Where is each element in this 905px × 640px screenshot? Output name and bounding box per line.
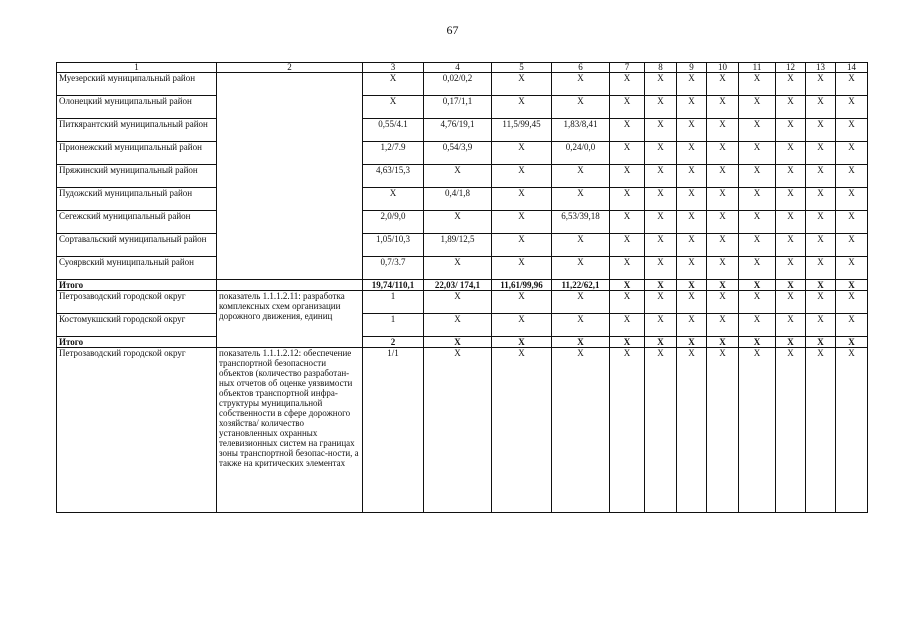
total-row — [57, 337, 868, 348]
cell-x: Х — [677, 257, 707, 280]
cell-col6: 0,24/0,0 — [552, 142, 610, 165]
cell-x: Х — [645, 165, 677, 188]
cell-x: Х — [776, 291, 806, 314]
table-row — [57, 257, 868, 280]
cell-col3: 4,63/15,3 — [363, 165, 424, 188]
table-row — [57, 119, 868, 142]
cell-col6: 1,83/8,41 — [552, 119, 610, 142]
cell-x: Х — [739, 188, 776, 211]
cell-x: Х — [739, 211, 776, 234]
municipality-name: Прионежский муниципальный район — [57, 142, 217, 165]
cell-c5: Х — [492, 348, 552, 513]
cell-col5: Х — [492, 211, 552, 234]
cell-x: Х — [677, 211, 707, 234]
cell-x: Х — [776, 314, 806, 337]
municipality-name: Костомукшский городской округ — [57, 314, 217, 337]
cell-x: Х — [836, 142, 868, 165]
cell-x: Х — [707, 211, 739, 234]
cell-x: X — [677, 280, 707, 291]
total-label: Итого — [57, 337, 217, 348]
cell-x: Х — [836, 234, 868, 257]
column-header: 7 — [610, 63, 645, 73]
cell-x: Х — [739, 96, 776, 119]
cell-x: Х — [677, 165, 707, 188]
municipality-name: Сегежский муниципальный район — [57, 211, 217, 234]
cell-col6: Х — [552, 234, 610, 257]
cell-col6: Х — [552, 314, 610, 337]
cell-x: Х — [645, 234, 677, 257]
total-row — [57, 280, 868, 291]
cell-col6: Х — [552, 291, 610, 314]
cell-x: Х — [836, 211, 868, 234]
cell-x: Х — [806, 96, 836, 119]
cell-x: Х — [610, 165, 645, 188]
cell-x: Х — [645, 119, 677, 142]
cell-x: Х — [836, 188, 868, 211]
cell-x: Х — [677, 96, 707, 119]
cell-x: Х — [806, 314, 836, 337]
cell-col3: 1,05/10,3 — [363, 234, 424, 257]
cell-x: Х — [739, 314, 776, 337]
cell-x: Х — [836, 96, 868, 119]
cell-x: Х — [806, 73, 836, 96]
cell-x: X — [645, 337, 677, 348]
cell-x: Х — [707, 142, 739, 165]
cell-x: Х — [610, 142, 645, 165]
cell-col5: Х — [492, 234, 552, 257]
municipality-name: Суоярвский муниципальный район — [57, 257, 217, 280]
cell-x: Х — [836, 314, 868, 337]
cell-x: X — [739, 280, 776, 291]
cell-x: Х — [806, 291, 836, 314]
cell-x: Х — [739, 348, 776, 513]
municipality-name: Муезерский муниципальный район — [57, 73, 217, 96]
cell-x: Х — [806, 348, 836, 513]
header-row — [57, 63, 868, 73]
cell-c6: Х — [552, 348, 610, 513]
cell-x: Х — [806, 188, 836, 211]
cell-x: X — [806, 337, 836, 348]
cell-col6: Х — [552, 165, 610, 188]
table-row — [57, 314, 868, 337]
cell-x: Х — [836, 257, 868, 280]
cell-col4: Х — [424, 257, 492, 280]
page-number: 67 — [446, 23, 459, 37]
column-header: 13 — [806, 63, 836, 73]
column-header: 5 — [492, 63, 552, 73]
municipality-name: Сортавальский муниципальный район — [57, 234, 217, 257]
table-row — [57, 291, 868, 314]
cell-x: Х — [610, 211, 645, 234]
total-c6: Х — [552, 337, 610, 348]
cell-x: Х — [645, 257, 677, 280]
cell-x: Х — [776, 257, 806, 280]
cell-x: Х — [739, 73, 776, 96]
cell-x: Х — [776, 211, 806, 234]
municipality-name: Питкярантский муниципальный район — [57, 119, 217, 142]
cell-x: Х — [707, 314, 739, 337]
cell-col4: 0,4/1,8 — [424, 188, 492, 211]
cell-c4: Х — [424, 348, 492, 513]
cell-x: Х — [645, 96, 677, 119]
cell-x: Х — [645, 142, 677, 165]
cell-x: Х — [776, 73, 806, 96]
cell-x: X — [806, 280, 836, 291]
cell-col3: 1 — [363, 314, 424, 337]
cell-col6: Х — [552, 96, 610, 119]
cell-x: X — [836, 280, 868, 291]
municipality-name: Петрозаводский городской округ — [57, 348, 217, 513]
cell-col4: Х — [424, 314, 492, 337]
cell-col5: Х — [492, 257, 552, 280]
cell-x: Х — [739, 142, 776, 165]
cell-x: Х — [677, 188, 707, 211]
cell-x: Х — [707, 119, 739, 142]
cell-col3: Х — [363, 96, 424, 119]
cell-x: Х — [776, 348, 806, 513]
cell-x: X — [707, 280, 739, 291]
cell-x: Х — [776, 119, 806, 142]
cell-x: Х — [806, 119, 836, 142]
cell-col4: Х — [424, 165, 492, 188]
cell-x: Х — [707, 96, 739, 119]
cell-x: Х — [776, 165, 806, 188]
cell-x: Х — [739, 119, 776, 142]
cell-x: Х — [645, 348, 677, 513]
cell-x: Х — [776, 142, 806, 165]
data-table — [56, 62, 868, 513]
cell-col6: 6,53/39,18 — [552, 211, 610, 234]
cell-x: Х — [610, 119, 645, 142]
table-row — [57, 142, 868, 165]
cell-col4: 1,89/12,5 — [424, 234, 492, 257]
cell-x: Х — [645, 314, 677, 337]
cell-x: Х — [806, 142, 836, 165]
cell-x: Х — [677, 119, 707, 142]
cell-x: Х — [677, 73, 707, 96]
column-header: 10 — [707, 63, 739, 73]
cell-x: X — [739, 337, 776, 348]
cell-x: Х — [610, 257, 645, 280]
column-header: 8 — [645, 63, 677, 73]
column-header: 1 — [57, 63, 217, 73]
total-c5: Х — [492, 337, 552, 348]
cell-x: Х — [776, 234, 806, 257]
table-row — [57, 165, 868, 188]
cell-col5: Х — [492, 96, 552, 119]
cell-col4: 0,02/0,2 — [424, 73, 492, 96]
cell-col6: Х — [552, 188, 610, 211]
cell-x: X — [677, 337, 707, 348]
cell-col6: Х — [552, 73, 610, 96]
cell-col3: 1 — [363, 291, 424, 314]
cell-x: Х — [806, 234, 836, 257]
cell-x: Х — [677, 234, 707, 257]
table-row — [57, 234, 868, 257]
empty-cell — [217, 280, 363, 291]
cell-x: Х — [806, 257, 836, 280]
column-header: 12 — [776, 63, 806, 73]
cell-x: Х — [707, 234, 739, 257]
cell-x: Х — [610, 188, 645, 211]
cell-x: Х — [836, 119, 868, 142]
cell-col3: 2,0/9,0 — [363, 211, 424, 234]
cell-x: Х — [610, 234, 645, 257]
cell-x: Х — [836, 73, 868, 96]
cell-x: X — [776, 337, 806, 348]
column-header: 3 — [363, 63, 424, 73]
cell-x: Х — [836, 291, 868, 314]
cell-x: Х — [836, 348, 868, 513]
cell-x: Х — [610, 291, 645, 314]
municipality-name: Олонецкий муниципальный район — [57, 96, 217, 119]
cell-col3: Х — [363, 188, 424, 211]
cell-x: Х — [677, 291, 707, 314]
cell-col3: 0,7/3.7 — [363, 257, 424, 280]
cell-x: Х — [739, 165, 776, 188]
indicator-cell — [217, 73, 363, 280]
cell-x: Х — [776, 188, 806, 211]
cell-x: Х — [707, 257, 739, 280]
cell-col4: 0,17/1,1 — [424, 96, 492, 119]
cell-x: Х — [739, 257, 776, 280]
cell-x: Х — [739, 234, 776, 257]
cell-col5: Х — [492, 142, 552, 165]
cell-x: Х — [806, 211, 836, 234]
table-row — [57, 96, 868, 119]
cell-x: X — [836, 337, 868, 348]
cell-x: Х — [610, 348, 645, 513]
municipality-name: Пудожский муниципальный район — [57, 188, 217, 211]
cell-x: Х — [776, 96, 806, 119]
column-header: 2 — [217, 63, 363, 73]
cell-col5: Х — [492, 291, 552, 314]
cell-col3: Х — [363, 73, 424, 96]
cell-x: Х — [707, 348, 739, 513]
cell-x: Х — [806, 165, 836, 188]
total-label: Итого — [57, 280, 217, 291]
cell-x: X — [707, 337, 739, 348]
cell-x: X — [645, 280, 677, 291]
cell-x: Х — [645, 211, 677, 234]
table-row — [57, 188, 868, 211]
cell-col4: Х — [424, 291, 492, 314]
cell-col4: 4,76/19,1 — [424, 119, 492, 142]
cell-x: Х — [645, 291, 677, 314]
cell-c3: 1/1 — [363, 348, 424, 513]
cell-x: Х — [610, 96, 645, 119]
total-c4: 22,03/ 174,1 — [424, 280, 492, 291]
cell-x: Х — [707, 291, 739, 314]
column-header: 6 — [552, 63, 610, 73]
cell-x: Х — [739, 291, 776, 314]
cell-x: X — [610, 337, 645, 348]
cell-x: Х — [610, 314, 645, 337]
indicator-text: показатель 1.1.1.2.11: разработка комплексных схем организации дорожного движения, единиц — [217, 291, 363, 348]
cell-col6: Х — [552, 257, 610, 280]
cell-col3: 0,55/4.1 — [363, 119, 424, 142]
total-c5: 11,61/99,96 — [492, 280, 552, 291]
cell-x: Х — [677, 142, 707, 165]
cell-col5: Х — [492, 73, 552, 96]
cell-col5: 11,5/99,45 — [492, 119, 552, 142]
table-row — [57, 348, 868, 513]
cell-x: Х — [836, 165, 868, 188]
cell-col5: Х — [492, 314, 552, 337]
table-row — [57, 211, 868, 234]
cell-x: Х — [707, 73, 739, 96]
total-c3: 19,74/110,1 — [363, 280, 424, 291]
cell-x: Х — [645, 188, 677, 211]
cell-x: X — [610, 280, 645, 291]
cell-x: Х — [677, 348, 707, 513]
municipality-name: Пряжинский муниципальный район — [57, 165, 217, 188]
cell-x: X — [776, 280, 806, 291]
column-header: 4 — [424, 63, 492, 73]
total-c3: 2 — [363, 337, 424, 348]
cell-x: Х — [610, 73, 645, 96]
table-row — [57, 73, 868, 96]
total-c4: Х — [424, 337, 492, 348]
cell-col4: Х — [424, 211, 492, 234]
total-c6: 11,22/62,1 — [552, 280, 610, 291]
cell-col5: Х — [492, 188, 552, 211]
cell-col5: Х — [492, 165, 552, 188]
column-header: 9 — [677, 63, 707, 73]
cell-x: Х — [677, 314, 707, 337]
cell-x: Х — [707, 165, 739, 188]
cell-col4: 0,54/3,9 — [424, 142, 492, 165]
cell-col3: 1,2/7.9 — [363, 142, 424, 165]
municipality-name: Петрозаводский городской округ — [57, 291, 217, 314]
cell-x: Х — [645, 73, 677, 96]
indicator-text: показатель 1.1.1.2.12: обеспечение транспортной безопасности объектов (количество разработан-ных отчетов об оценке уязвимости объектов транспортной инфра-структуры муниципальной собственности в сфере дорожного хозяйства/ количество установленных охранных телевизионных систем на границах зоны транспортной безопас-ности, а также на критических элементах — [217, 348, 363, 513]
cell-x: Х — [707, 188, 739, 211]
column-header: 11 — [739, 63, 776, 73]
column-header: 14 — [836, 63, 868, 73]
